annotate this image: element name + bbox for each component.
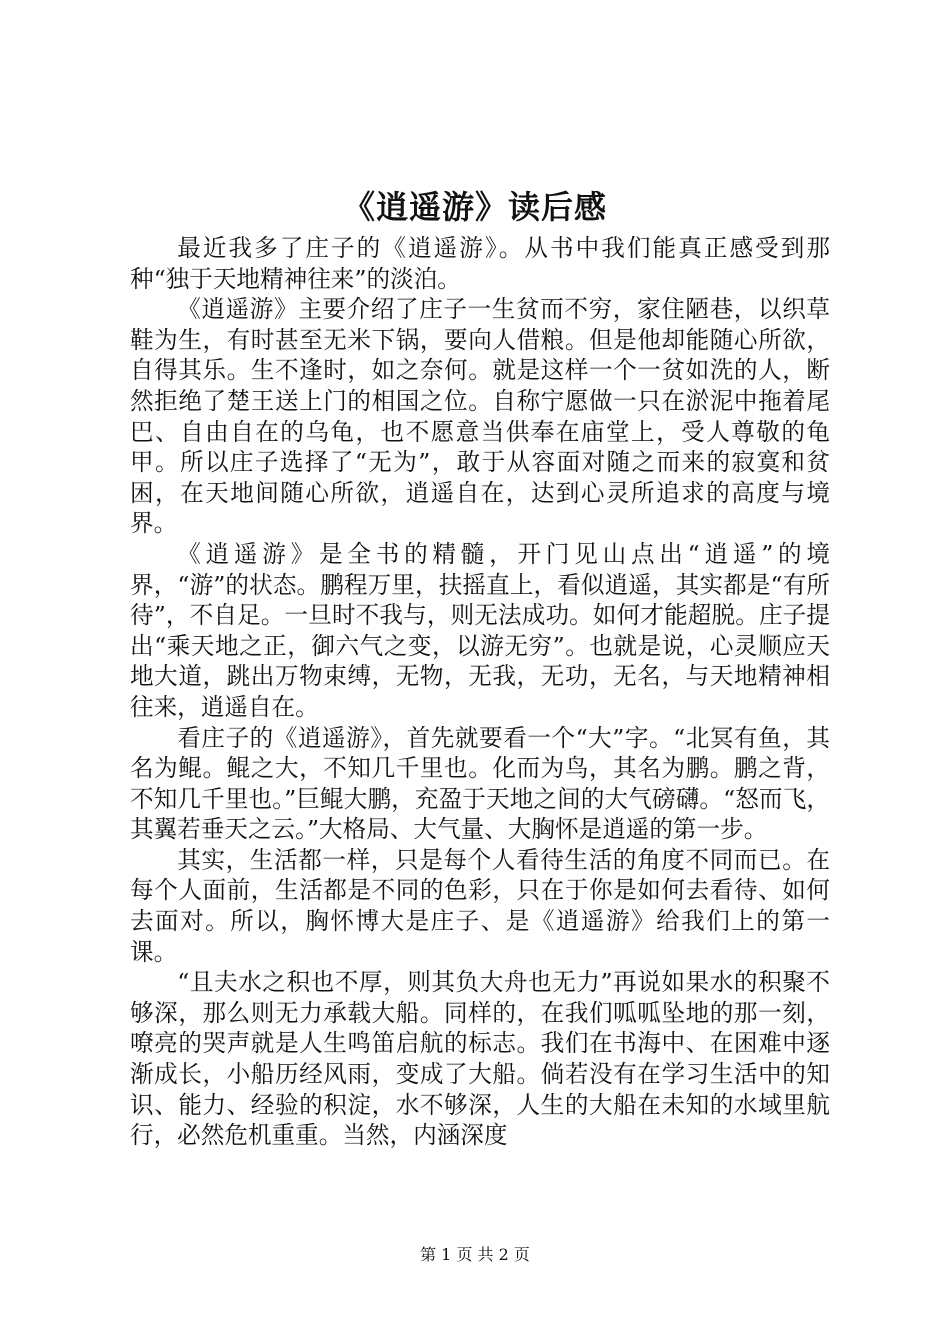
paragraph: 《逍遥游》是全书的精髓，开门见山点出“逍遥”的境界，“游”的状态。鹏程万里，扶摇直上，看似逍遥，其实都是“有所待”，不自足。一旦时不我与，则无法成功。如何才能超脱。庄子提出“乘天地之正，御六气之变，以游无穷”。也就是说，心灵顺应天地大道，跳出万物束缚，无物，无我，无功，无名，与天地精神相往来，逍遥自在。 [130,539,830,721]
page-title: 《逍遥游》读后感 [342,188,607,226]
paragraph: 其实，生活都一样，只是每个人看待生活的角度不同而已。在每个人面前，生活都是不同的色彩，只在于你是如何去看待、如何去面对。所以，胸怀博大是庄子、是《逍遥游》给我们上的第一课。 [130,845,830,966]
paragraph: “且夫水之积也不厚，则其负大舟也无力”再说如果水的积聚不够深，那么则无力承载大船。同样的，在我们呱呱坠地的那一刻，嘹亮的哭声就是人生鸣笛启航的标志。我们在书海中、在困难中逐渐成长，小船历经风雨，变成了大船。倘若没有在学习生活中的知识、能力、经验的积淀，水不够深，人生的大船在未知的水域里航行，必然危机重重。当然，内涵深度 [130,968,830,1150]
paragraph: 《逍遥游》主要介绍了庄子一生贫而不穷，家住陋巷，以织草鞋为生，有时甚至无米下锅，要向人借粮。但是他却能随心所欲，自得其乐。生不逢时，如之奈何。就是这样一个一贫如洗的人，断然拒绝了楚王送上门的相国之位。自称宁愿做一只在淤泥中拖着尾巴、自由自在的乌龟，也不愿意当供奉在庙堂上，受人尊敬的龟甲。所以庄子选择了“无为”，敢于从容面对随之而来的寂寞和贫困，在天地间随心所欲，逍遥自在，达到心灵所追求的高度与境界。 [130,295,830,538]
paragraph: 看庄子的《逍遥游》，首先就要看一个“大”字。“北冥有鱼，其名为鲲。鲲之大，不知几千里也。化而为鸟，其名为鹏。鹏之背，不知几千里也。”巨鲲大鹏，充盈于天地之间的大气磅礴。“怒而飞，其翼若垂天之云。”大格局、大气量、大胸怀是逍遥的第一步。 [130,723,830,844]
paragraph: 最近我多了庄子的《逍遥游》。从书中我们能真正感受到那种“独于天地精神往来”的淡泊。 [130,234,830,293]
page-number-footer: 第 1 页 共 2 页 [420,1245,530,1264]
document-body [130,233,830,1151]
